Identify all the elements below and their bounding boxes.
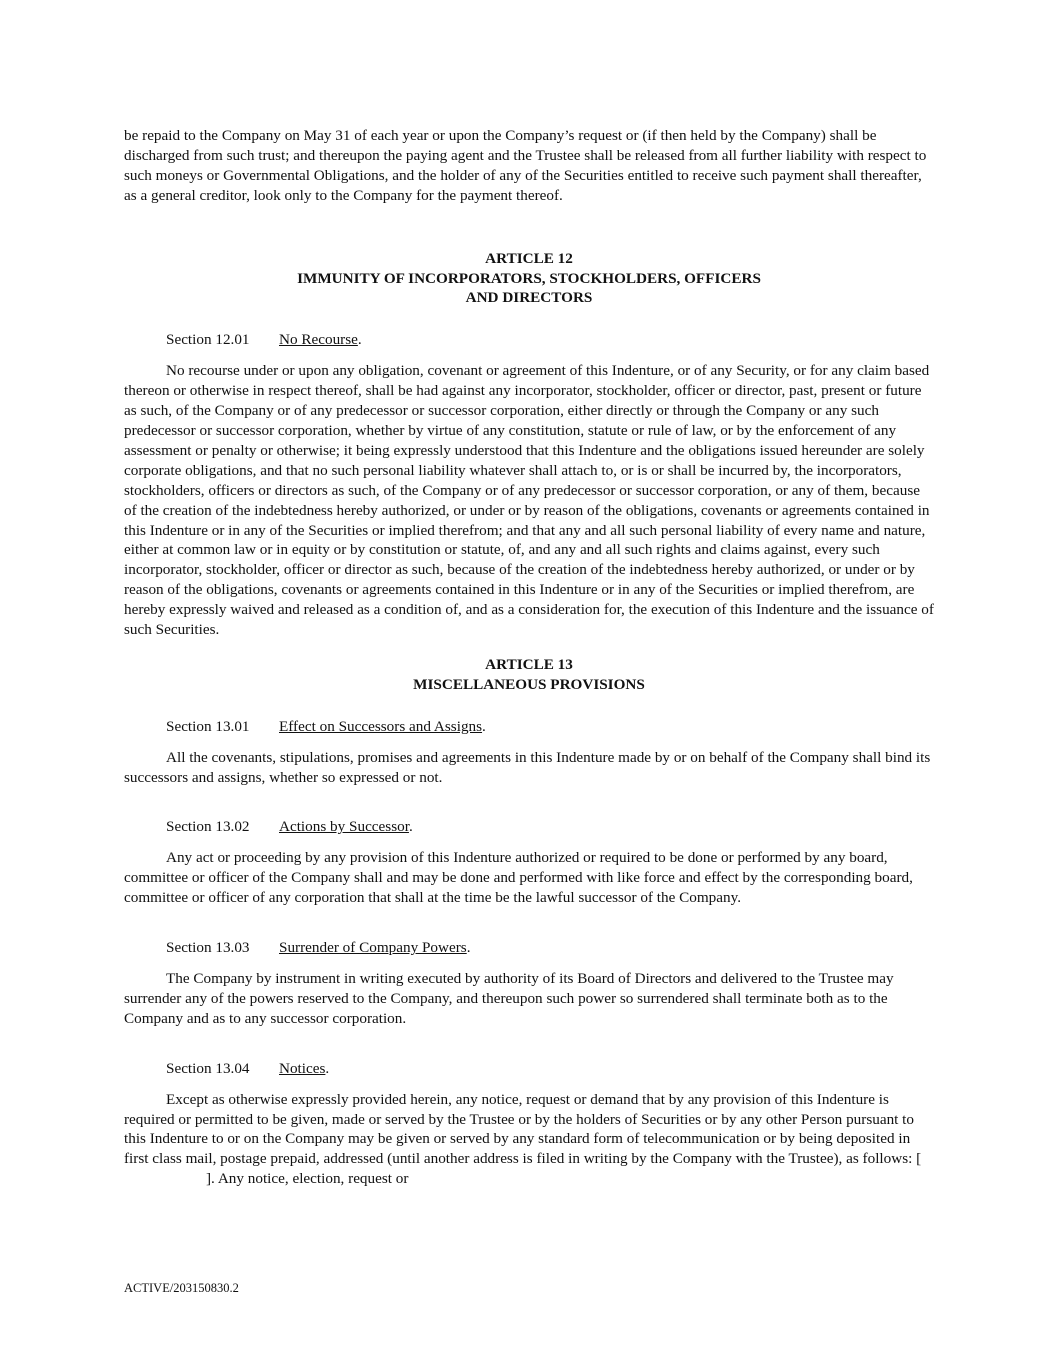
section-12-01-body: No recourse under or upon any obligation, covenant or agreement of this Indenture, or of any Security, or for any claim based thereon or otherwise in respect thereof, shall be had against any incorporator, stockholder, officer or director, past, present or future as such, of the Company or of any predecessor or successor corporation, either directly or through the Company or any such predecessor or successor corporation, whether by virtue of any constitution, statute or rule of law, or by the enforcement of any assessment or penalty or otherwise; it being expressly understood that this Indenture and the obligations issued hereunder are solely corporate obligations, and that no such personal liability whatever shall attach to, or is or shall be incurred by, the incorporators, stockholders, officers or directors as such, of the Company or of any predecessor or successor corporation, or any of them, because of the creation of the indebtedness hereby authorized, or under or by reason of the obligations, covenants or agreements contained in this Indenture or in any of the Securities or implied therefrom; and that any and all such personal liability of every name and nature, either at common law or in equity or by constitution or statute, of, and any and all such rights and claims against, every such incorporator, stockholder, officer or director as such, because of the creation of the indebtedness hereby authorized, or under or by reason of the obligations, covenants or agreements contained in this Indenture or in any of the Securities or implied therefrom, are hereby expressly waived and released as a condition of, and as a consideration for, the execution of this Indenture and the issuance of such Securities. (124, 362, 934, 639)
article-12-title-line-1: IMMUNITY OF INCORPORATORS, STOCKHOLDERS, OFFICERS (297, 269, 761, 287)
opening-paragraph: be repaid to the Company on May 31 of each year or upon the Company’s request or (if then held by the Company) shall be discharged from such trust; and thereupon the paying agent and the Trustee shall be released from all further liability with respect to such moneys or Governmental Obligations, and the holder of any of the Securities entitled to receive such payment shall thereafter, as a general creditor, look only to the Company for the payment thereof. (124, 127, 927, 204)
section-number: Section 13.03 (166, 939, 250, 957)
section-title: Effect on Successors and Assigns (279, 717, 483, 735)
section-title: Actions by Successor (279, 818, 409, 836)
notices-text-before-blank: Except as otherwise expressly provided herein, any notice, request or demand that by any provision of this Indenture is required or permitted to be given, made or served by the Trustee or by the holders of Securities or by any other Person pursuant to this Indenture to or on the Company may be given or served by any standard form of telecommunication or by being deposited in first class mail, postage prepaid, addressed (until another address is filed in writing by the Company with the Trustee), as follows: [ (124, 1090, 922, 1168)
footer-document-id: ACTIVE/203150830.2 (124, 1281, 239, 1295)
section-13-03-heading (124, 938, 934, 958)
section-title: Surrender of Company Powers (279, 939, 467, 957)
section-title-punct: . (357, 331, 362, 349)
section-title-punct: . (325, 1059, 330, 1077)
document-page (124, 126, 934, 1189)
section-13-03-body: The Company by instrument in writing executed by authority of its Board of Directors and delivered to the Trustee may surrender any of the powers reserved to the Company, and thereupon such power so surrendered shall terminate both as to the Company and as to any successor corporation. (124, 970, 894, 1027)
article-13-heading (124, 655, 934, 695)
article-12-number: ARTICLE 12 (485, 249, 573, 267)
section-title-punct: . (466, 939, 471, 957)
section-13-01-heading (124, 717, 934, 737)
article-13-title: MISCELLANEOUS PROVISIONS (413, 675, 645, 693)
section-title-punct: . (408, 818, 413, 836)
section-title: Notices (279, 1059, 326, 1077)
section-number: Section 12.01 (166, 331, 250, 349)
section-number: Section 13.02 (166, 818, 250, 836)
article-12-heading (124, 249, 934, 309)
section-number: Section 13.04 (166, 1059, 250, 1077)
section-title-punct: . (482, 717, 486, 735)
section-title: No Recourse (279, 331, 358, 349)
article-13-number: ARTICLE 13 (485, 655, 573, 673)
notices-text-after-blank: ]. Any notice, election, request or (206, 1170, 409, 1188)
section-12-01-heading (124, 330, 934, 350)
section-13-04-body (124, 1090, 934, 1190)
article-12-title-line-2: AND DIRECTORS (465, 289, 593, 307)
section-13-04-heading (124, 1059, 934, 1079)
section-13-02-body: Any act or proceeding by any provision of this Indenture authorized or required to be done or performed by any board, committee or officer of the Company shall and may be done and performed with like force and effect by the corresponding board, committee or officer of any corporation that shall at the time be the lawful successor of the Company. (124, 849, 913, 907)
section-13-02-heading (124, 817, 934, 837)
section-13-01-body: All the covenants, stipulations, promises and agreements in this Indenture made by or on behalf of the Company shall bind its successors and assigns, whether so expressed or not. (124, 748, 931, 786)
section-number: Section 13.01 (166, 717, 250, 735)
